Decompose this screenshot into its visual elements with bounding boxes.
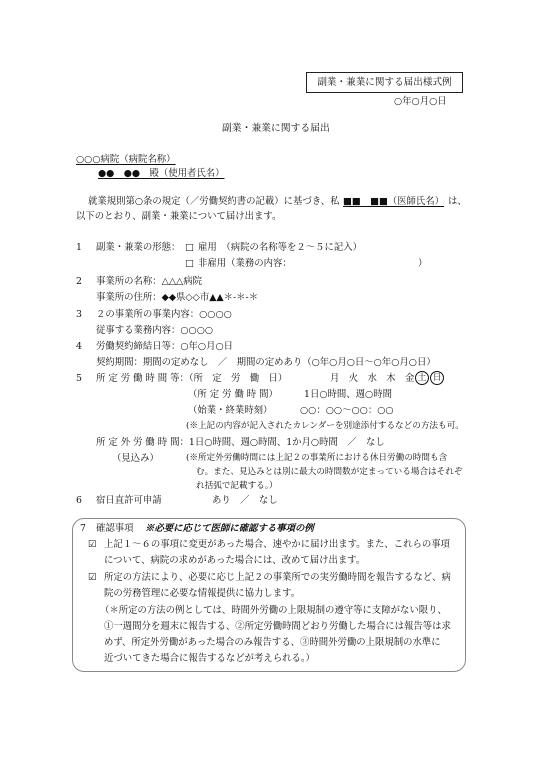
overtime-hours: 所 定 外 労 働 時 間：1日○時間、週○時間、1か月○時間 ／ なし [96, 437, 385, 448]
document-date: ○年○月○日 [394, 96, 447, 107]
workplace-address: 事業所の住所：◆◆県◇◇市▲▲＊-＊-＊ [96, 292, 259, 303]
start-end-value: ○○：○○～○○：○○ [300, 405, 394, 416]
scheduled-hours-label: （所 定 労 働 時 間） [188, 389, 278, 400]
intro-text-1c: は、 [448, 196, 467, 207]
section-1-label: 副業・兼業の形態： [96, 242, 181, 253]
scheduled-hours-value: 1日○時間、週○時間 [304, 389, 392, 400]
form-title-box [306, 72, 463, 93]
confirm-note-3: めず、所定外労働があった場合のみ報告する、③時間外労働の上限規制の水準に [104, 637, 441, 648]
confirm-item-1-line-1: 上記１～６の事項に変更があった場合、速やかに届け出ます。また、これらの事項 [104, 539, 451, 550]
overtime-note-1: (※所定外労働時間には上記２の事業所における休日労働の時間も含 [186, 453, 448, 463]
doctor-name: ■■ ■■（医師氏名） [343, 196, 445, 207]
work-content: 従事する業務内容：○○○○ [96, 325, 214, 336]
calendar-note: (※上記の内容が記入されたカレンダーを別途添付するなどの方法も可。 [186, 421, 464, 431]
section-2-number: 2 [76, 276, 82, 287]
contract-period: 契約期間：期間の定めなし ／ 期間の定めあり（○年○月○日～○年○月○日） [96, 357, 436, 368]
business-content: ２の事業所の事業内容：○○○○ [96, 309, 232, 320]
employment-checkbox[interactable]: □ [185, 242, 194, 253]
confirm-note-1: （＊所定の方法の例としては、時間外労働の上限規制の遵守等に支障がない限り、 [100, 605, 447, 616]
night-duty-label: 宿日直許可申請 [96, 495, 162, 506]
section-5-number: 5 [76, 373, 82, 384]
saturday-circled: 土 日 [414, 371, 444, 385]
section-6-number: 6 [76, 495, 82, 506]
confirm-item-1-checkbox[interactable]: ☑ [88, 539, 97, 550]
overtime-estimate-label: （見込み） [112, 453, 159, 464]
overtime-note-2: む。また、見込みとは別に最大の時間数が定まっている場合はそれぞ [196, 467, 463, 477]
document-title: 副業・兼業に関する届出 [222, 123, 330, 134]
sunday-circled: 日 [430, 371, 444, 385]
confirm-item-2-line-1: 所定の方法により、必要に応じ上記２の事業所での実労働時間を報告するなど、病 [104, 572, 451, 583]
confirm-note-2: ①一週間分を週末に報告する、②所定労働時間どおり労働した場合には報告等は求 [104, 621, 451, 632]
employer-name: ●● ●● 殿（使用者氏名） [98, 168, 225, 179]
working-hours-label: 所 定 労 働 時 間 等：（所 定 労 働 日） [96, 373, 288, 384]
start-end-label: （始業・終業時刻） [188, 405, 273, 416]
overtime-note-3: れ括弧で記載する。） [196, 481, 278, 491]
intro-text-2: 以下のとおり、副業・兼業について届け出ます。 [76, 211, 282, 222]
non-employment-checkbox[interactable]: □ [185, 258, 194, 269]
form-title: 副業・兼業に関する届出様式例 [317, 76, 452, 88]
working-days: 月 火 水 木 金 [330, 373, 415, 384]
confirm-note-4: 近づいてきた場合に報告するなどが考えられる。） [104, 653, 315, 664]
confirm-subtitle: ※必要に応じて医師に確認する事項の例 [145, 523, 314, 534]
confirm-item-2-checkbox[interactable]: ☑ [88, 572, 97, 583]
non-employment-close: ） [418, 258, 428, 269]
section-3-number: 3 [76, 309, 82, 320]
contract-date: 労働契約締結日等：○年○月○日 [96, 341, 234, 352]
confirm-title: 確認事項 [96, 523, 134, 534]
workplace-name: 事業所の名称：△△△病院 [96, 276, 203, 287]
section-7-number: 7 [80, 523, 86, 534]
intro-text-1a: 就業規則第○条の規定（／労働契約書の記載）に基づき、私 [88, 196, 340, 207]
confirm-item-1-line-2: について、病院の求めがあった場合には、改めて届け出ます。 [104, 555, 366, 566]
night-duty-value: あり ／ なし [212, 495, 278, 506]
employment-option: 雇用 （病院の名称等を２～５に記入） [198, 242, 363, 253]
non-employment-option: 非雇用（業務の内容： [198, 258, 292, 269]
confirm-item-2-line-2: 院の労務管理に必要な情報提供に協力します。 [104, 588, 301, 599]
section-4-number: 4 [76, 341, 82, 352]
section-1-number: 1 [76, 242, 82, 253]
hospital-name: ○○○病院（病院名称） [76, 154, 176, 165]
